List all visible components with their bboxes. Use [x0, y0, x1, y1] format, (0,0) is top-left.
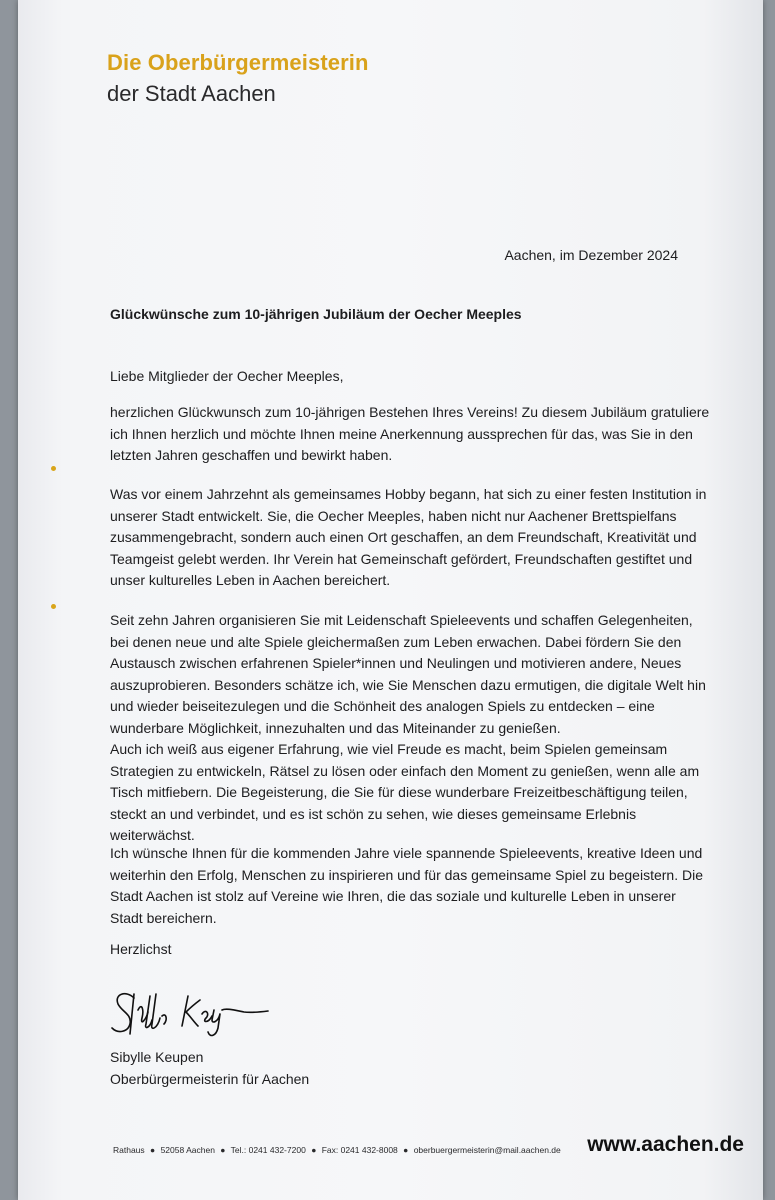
- punch-hole-mark: [51, 466, 56, 471]
- footer-separator: ●: [220, 1145, 226, 1155]
- letter-date: Aachen, im Dezember 2024: [504, 247, 678, 263]
- signer-name: Sibylle Keupen: [110, 1049, 204, 1065]
- footer-fax: Fax: 0241 432-8008: [321, 1145, 398, 1155]
- footer-separator: ●: [150, 1145, 156, 1155]
- letter-greeting: Liebe Mitglieder der Oecher Meeples,: [110, 368, 344, 384]
- body-paragraph: Auch ich weiß aus eigener Erfahrung, wie viel Freude es macht, beim Spielen gemeinsam Strategien zu entwickeln, Rätsel zu lösen oder einfach den Moment zu genießen, wenn alle am Tisch mitfiebern. Die Begeisterung, die Sie für diese wunderbare Freizeitbeschäftigung teilen, steckt an und verbindet, und es ist schön zu sehen, wie dieses gemeinsame Erlebnis weiterwächst.: [110, 741, 700, 843]
- body-paragraph: herzlichen Glückwunsch zum 10-jährigen Bestehen Ihres Vereins! Zu diesem Jubiläum gratuliere ich Ihnen herzlich und möchte Ihnen meine Anerkennung aussprechen für das, was Sie in den letzten Jahren geschaffen und bewirkt haben.: [110, 404, 710, 463]
- letter-subject: Glückwünsche zum 10-jährigen Jubiläum der Oecher Meeples: [110, 306, 522, 322]
- handwritten-signature: [104, 980, 274, 1044]
- letterhead-subtitle: der Stadt Aachen: [107, 81, 276, 106]
- letter-closing: Herzlichst: [110, 941, 172, 957]
- signer-role: Oberbürgermeisterin für Aachen: [110, 1071, 310, 1087]
- footer-separator: ●: [311, 1145, 317, 1155]
- punch-hole-mark: [51, 604, 56, 609]
- footer-address: Rathaus: [113, 1145, 145, 1155]
- letter-page: [18, 0, 763, 1200]
- footer-website: www.aachen.de: [587, 1133, 744, 1156]
- body-paragraph: Was vor einem Jahrzehnt als gemeinsames Hobby begann, hat sich zu einer festen Institution in unserer Stadt entwickelt. Sie, die Oecher Meeples, haben nicht nur Aachener Brettspielfans zusammengebracht, sondern auch einen Ort geschaffen, an dem Freundschaft, Kreativität und Teamgeist gelebt werden. Ihr Verein hat Gemeinschaft gefördert, Freundschaften gestiftet und unser kulturelles Leben in Aachen bereichert.: [110, 486, 707, 588]
- letter-footer: [113, 1145, 561, 1155]
- footer-tel: Tel.: 0241 432-7200: [230, 1145, 306, 1155]
- body-paragraph: Seit zehn Jahren organisieren Sie mit Leidenschaft Spieleevents und schaffen Gelegenheiten, bei denen neue und alte Spiele gleichermaßen zum Leben erwachen. Dabei fördern Sie den Austausch zwischen erfahrenen Spieler*innen und Neulingen und motivieren andere, Neues auszuprobieren. Besonders schätze ich, wie Sie Menschen dazu ermutigen, die digitale Welt hin und wieder beiseitezulegen und die Schönheit des analogen Spiels zu entdecken – eine wunderbare Möglichkeit, innezuhalten und das Miteinander zu genießen.: [110, 612, 706, 736]
- footer-separator: ●: [403, 1145, 409, 1155]
- letterhead-title: Die Oberbürgermeisterin: [107, 50, 369, 75]
- body-paragraph: Ich wünsche Ihnen für die kommenden Jahre viele spannende Spieleevents, kreative Ideen und weiterhin den Erfolg, Menschen zu inspirieren und für das gemeinsame Spiel zu begeistern. Die Stadt Aachen ist stolz auf Vereine wie Ihren, die das soziale und kulturelle Leben in unserer Stadt bereichern.: [110, 845, 703, 926]
- footer-email: oberbuergermeisterin@mail.aachen.de: [413, 1145, 561, 1155]
- footer-postal: 52058 Aachen: [160, 1145, 215, 1155]
